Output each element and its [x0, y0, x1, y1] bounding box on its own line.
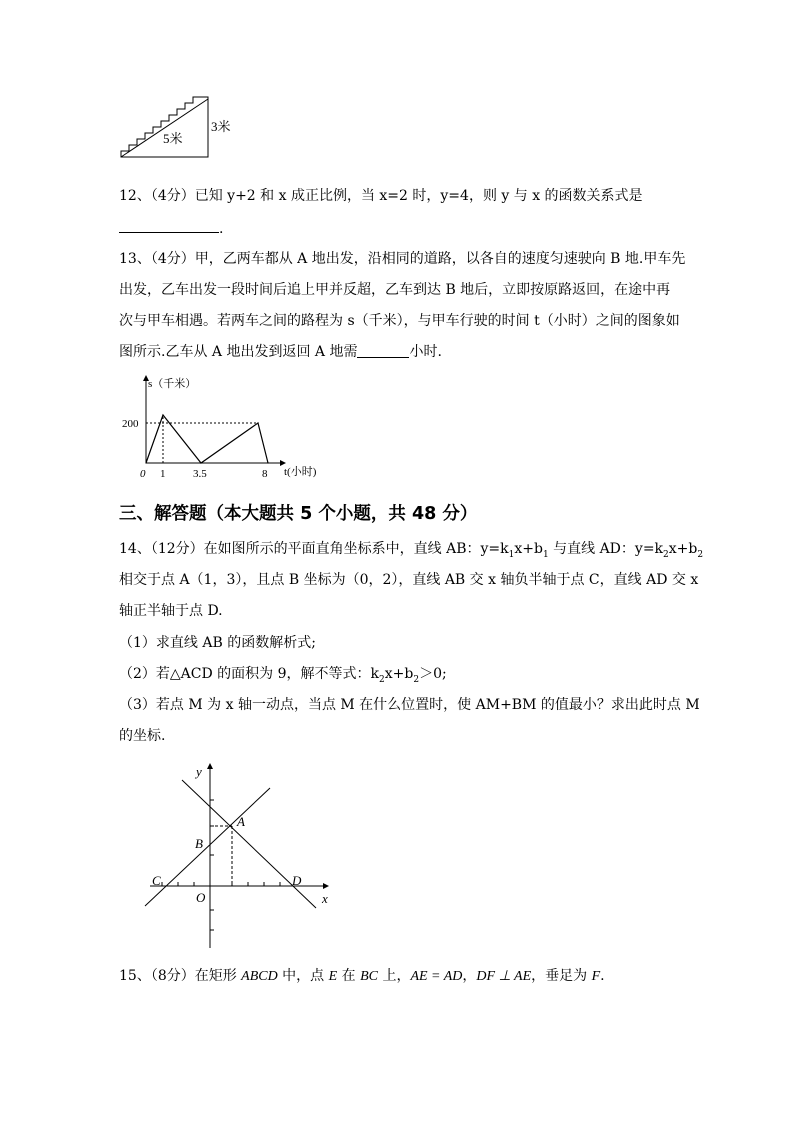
q15-rect: ABCD [241, 969, 278, 984]
q13-line1: 13、（4分）甲，乙两车都从 A 地出发，沿相同的道路，以各自的速度匀速驶向 B 地.甲车先 [119, 251, 686, 267]
stairs-outline [121, 97, 208, 157]
label-o: O [196, 890, 206, 905]
chart-point-2 [200, 462, 201, 463]
q14-l1b: x+b [514, 541, 543, 557]
q13-line2: 出发，乙车出发一段时间后追上甲并反超，乙车到达 B 地后，立即按原路返回，在途中再 [119, 282, 671, 298]
q14-sub1: 1 [508, 549, 515, 560]
q14-l1c: 与直线 AD：y=k [548, 541, 664, 557]
q15-mid1: 中，点 [277, 968, 329, 984]
chart-series [145, 414, 268, 463]
chart-x-tick-0: 0 [140, 468, 146, 480]
label-b: B [195, 836, 203, 851]
stairs-figure [115, 95, 245, 165]
q15-point-e: E [328, 969, 338, 984]
chart-point-4 [267, 462, 268, 463]
chart-point-3 [257, 422, 258, 423]
q14-coordinate-figure [140, 760, 340, 955]
stairs-width-label: 5米 [163, 131, 183, 146]
label-a: A [237, 814, 245, 829]
q14-line2: 相交于点 A（1，3），且点 B 坐标为（0，2），直线 AB 交 x 轴负半轴于点 C，直线 AD 交 x [119, 572, 699, 588]
q14-l1d: x+b [668, 541, 698, 557]
q14-part3-line1: （3）若点 M 为 x 轴一动点，当点 M 在什么位置时，使 AM+BM 的值最小？求出此时点 M [119, 697, 700, 713]
chart-series-line-0 [146, 415, 268, 463]
stairs-height-label: 3米 [211, 119, 231, 134]
q12-blank-end: . [219, 221, 224, 237]
q15-eq1: AE = AD [410, 969, 463, 984]
chart-x-tick-1: 1 [160, 468, 166, 480]
q15-mid3: 上， [378, 968, 411, 984]
label-d: D [292, 873, 302, 888]
q14-sub2: 1 [542, 549, 549, 560]
q15-mid2: 在 [337, 968, 361, 984]
q14-line1 [119, 539, 703, 565]
q15-mid4: ，垂足为 [531, 968, 592, 984]
q15-line1 [119, 966, 605, 987]
chart-x-label: t(小时) [284, 466, 317, 478]
section3-title: 三、解答题（本大题共 5 个小题，共 48 分） [119, 504, 478, 524]
q14-l1a: 14、（12分）在如图所示的平面直角坐标系中，直线 AB：y=k [119, 541, 509, 557]
q13-line4-a: 图所示.乙车从 A 地出发到返回 A 地需 [119, 344, 358, 360]
q12-answer-blank[interactable] [119, 218, 219, 233]
chart-point-1 [162, 414, 163, 415]
q15-comma: ， [462, 968, 477, 984]
q15-prefix: 15、（8分）在矩形 [119, 968, 242, 984]
q13-line4 [119, 342, 442, 362]
q13-distance-time-chart [122, 372, 345, 484]
chart-x-tick-8: 8 [262, 468, 268, 480]
q14-p2a: （2）若△ACD 的面积为 9，解不等式：k [119, 666, 380, 682]
q14-p2-sub2: 2 [413, 674, 420, 685]
q15-end: . [600, 968, 605, 984]
q12-text: 12、（4分）已知 y+2 和 x 成正比例，当 x=2 时，y=4，则 y 与 x 的函数关系式是 [119, 188, 643, 204]
q14-p2-sub1: 2 [379, 674, 385, 685]
line-ab [145, 788, 270, 906]
axis-ticks [162, 800, 280, 930]
q13-answer-blank[interactable] [357, 343, 409, 358]
q14-p2b: x+b [384, 666, 414, 682]
q12-line1 [119, 186, 643, 206]
q12-answer-line [119, 218, 223, 239]
q14-line3: 轴正半轴于点 D. [119, 603, 223, 619]
q14-sub3: 2 [663, 549, 669, 560]
q14-part1: （1）求直线 AB 的函数解析式; [119, 635, 316, 651]
label-x: x [322, 891, 328, 906]
q14-sub4: 2 [697, 549, 704, 560]
q13-line3: 次与甲车相遇。若两车之间的路程为 s（千米），与甲车行驶的时间 t（小时）之间的图象如 [119, 313, 680, 329]
chart-x-tick-3.5: 3.5 [193, 468, 207, 480]
label-y: y [196, 764, 202, 779]
dashed-guides [210, 826, 232, 886]
chart-y-label: s（千米） [148, 378, 197, 390]
label-c: C [152, 873, 161, 888]
chart-y-tick-200: 200 [122, 418, 139, 430]
q14-p2c: ＞0; [419, 666, 447, 682]
q15-point-f: F [591, 969, 601, 984]
q14-part3-line2: 的坐标. [119, 728, 166, 744]
chart-guides [146, 415, 258, 463]
chart-point-0 [145, 462, 146, 463]
q15-segment-bc: BC [360, 969, 378, 984]
q13-line4-b: 小时. [409, 344, 442, 360]
q14-part2 [119, 664, 447, 690]
q15-eq2: DF ⊥ AE [476, 969, 532, 984]
